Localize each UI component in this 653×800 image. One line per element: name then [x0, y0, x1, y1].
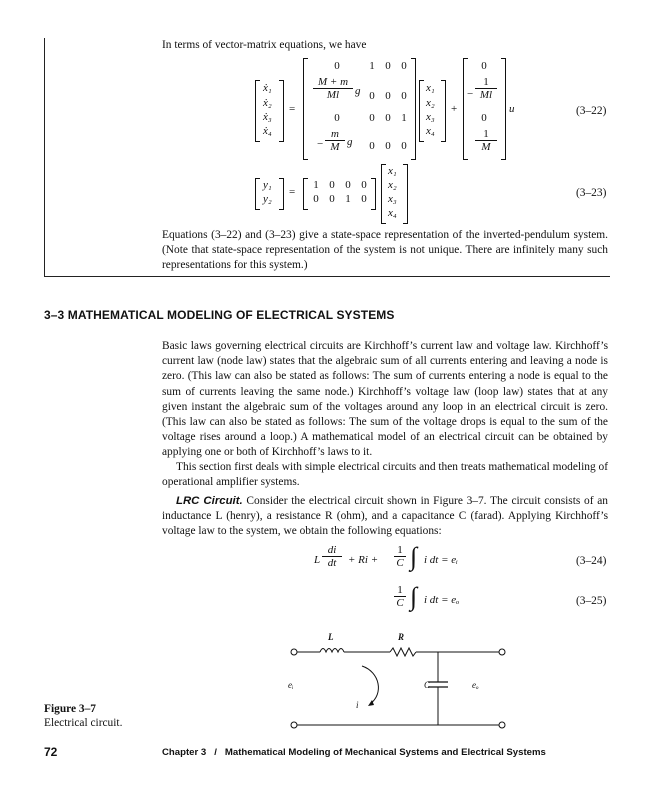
eq24-C: C: [396, 557, 404, 569]
equation-3-22: [255, 58, 555, 160]
a-r1-c1: 0: [334, 60, 340, 72]
circuit-label-C: C: [424, 680, 431, 690]
c-r1-c4: 0: [361, 179, 367, 191]
example-box-bottom-rule: [44, 276, 610, 277]
figure-label: Figure 3–7: [44, 703, 96, 715]
a-r1-c4: 0: [401, 60, 407, 72]
eq25-one-over-c: [394, 584, 406, 609]
b-r4-fraction: [475, 128, 497, 153]
eq25-integral: ∫: [410, 582, 418, 611]
c-x-3: x₃: [388, 193, 397, 205]
section-heading: 3–3 MATHEMATICAL MODELING OF ELECTRICAL SYSTEMS: [44, 308, 395, 322]
c-r1-c2: 0: [329, 179, 335, 191]
a-r4-num: m: [325, 128, 345, 141]
a-r2-c2: 0: [369, 90, 375, 102]
lhs-xdot-3: ẋ₃: [263, 111, 272, 123]
equation-number-3-25: (3–25): [576, 595, 607, 607]
input-u: u: [509, 103, 515, 115]
equation-number-3-24: (3–24): [576, 555, 607, 567]
lrc-heading: LRC Circuit.: [176, 495, 243, 507]
circuit-label-L: L: [328, 632, 334, 642]
c-r2-c3: 1: [345, 193, 351, 205]
circuit-label-eo: eₒ: [472, 680, 479, 690]
x-2: x₂: [426, 97, 435, 109]
c-x-4: x₄: [388, 207, 397, 219]
eq24-dt: dt: [327, 557, 337, 569]
equation-number-3-23: (3–23): [576, 187, 607, 199]
b-r2-den: Ml: [479, 89, 493, 101]
x-3: x₃: [426, 111, 435, 123]
eq24-one-over-c: [394, 544, 406, 569]
page-number: 72: [44, 745, 58, 759]
a-r4-den: M: [330, 141, 340, 153]
example-box-left-rule: [44, 38, 45, 276]
a-r2-c3: 0: [385, 90, 391, 102]
eq25-C: C: [396, 597, 404, 609]
circuit-label-i: i: [356, 700, 359, 710]
paragraph-lrc: [162, 494, 608, 540]
eq24-plus-ri: + Ri +: [348, 554, 379, 566]
a-r1-c3: 0: [385, 60, 391, 72]
c-r2-c2: 0: [329, 193, 335, 205]
equals-sign-3-23: =: [289, 186, 296, 198]
x-1: x₁: [426, 82, 435, 94]
box-note: Equations (3–22) and (3–23) give a state-space representation of the inverted-pendulum system. (Note that state-space representation of the system is not unique. There are infinitely many such representations for this system.): [162, 229, 608, 272]
b-r4-num: 1: [475, 128, 497, 141]
paragraph-section-overview-text: This section first deals with simple electrical circuits and then treats mathematical modeling of operational amplifier systems.: [162, 461, 608, 489]
a-r2-den: Ml: [326, 89, 340, 101]
c-r1-c1: 1: [313, 179, 319, 191]
current-arrow-curve: [362, 666, 378, 704]
b-r2-sign: −: [467, 88, 474, 100]
eq24-rest: i dt = eᵢ: [424, 554, 458, 566]
a-r2-num: M + m: [313, 76, 353, 89]
eq24-di: di: [322, 544, 342, 557]
input-terminal-bottom: [291, 722, 297, 728]
a-r3-c1: 0: [334, 112, 340, 124]
lhs-y-1: y₁: [263, 179, 272, 191]
b-r2-fraction: [475, 76, 497, 101]
c-x-2: x₂: [388, 179, 397, 191]
a-r2-c1-fraction: [313, 76, 353, 101]
inductor-coil: [320, 649, 344, 653]
a-r4-sign: −: [317, 138, 324, 150]
c-r1-c3: 0: [345, 179, 351, 191]
paragraph-section-overview: [162, 460, 608, 490]
a-r2-c4: 0: [401, 90, 407, 102]
output-terminal-bottom: [499, 722, 505, 728]
circuit-label-ei: eᵢ: [288, 680, 294, 690]
equation-3-25: [394, 584, 514, 616]
a-r3-c3: 0: [385, 112, 391, 124]
b-r4-den: M: [481, 141, 491, 153]
x-4: x₄: [426, 125, 435, 137]
equation-3-23: [255, 164, 435, 224]
eq24-integral: ∫: [410, 542, 418, 571]
output-terminal-top: [499, 649, 505, 655]
plus-sign: +: [451, 103, 458, 115]
eq25-one: 1: [394, 584, 406, 597]
b-r1: 0: [481, 60, 487, 72]
lhs-y-2: y₂: [263, 193, 272, 205]
lrc-text: Consider the electrical circuit shown in Figure 3–7. The circuit consists of an inductance L (henry), a resistance R (ohm), and a capacitance C (farad). Applying Kirchhoff’s voltage law to the system, we obtain the following equations:: [162, 495, 608, 538]
figure-caption: Electrical circuit.: [44, 717, 123, 729]
c-r2-c4: 0: [361, 193, 367, 205]
paragraph-kirchhoff: Basic laws governing electrical circuits are Kirchhoff’s current law and voltage law. Kirchhoff’s current law (node law) states that the algebraic sum of all currents entering and leaving a node is zero. (This law can also be stated as follows: The sum of currents entering a node is equal to the sum of currents leaving the same node.) Kirchhoff’s voltage law (loop law) states that at any given instant the algebraic sum of the voltages around any loop in an electrical circuit is zero. (This law can also be stated as follows: The sum of the voltage drops is equal to the sum of the voltage rises around a loop.) A mathematical model of an electrical circuit can be obtained by applying one or both of Kirchhoff’s laws to it.: [162, 340, 608, 459]
a-r1-c2: 1: [369, 60, 375, 72]
circuit-label-R: R: [398, 632, 405, 642]
eq25-rest: i dt = eₒ: [424, 594, 460, 606]
b-r2-num: 1: [475, 76, 497, 89]
a-r2-g: g: [355, 85, 361, 97]
b-r3: 0: [481, 112, 487, 124]
lrc-circuit-diagram: [280, 630, 520, 730]
lhs-xdot-1: ẋ₁: [263, 82, 272, 94]
c-r2-c1: 0: [313, 193, 319, 205]
eq24-L: L: [314, 554, 321, 566]
lhs-xdot-2: ẋ₂: [263, 97, 272, 109]
input-terminal-top: [291, 649, 297, 655]
eq24-one: 1: [394, 544, 406, 557]
equation-number-3-22: (3–22): [576, 105, 607, 117]
running-footer: Chapter 3 / Mathematical Modeling of Mechanical Systems and Electrical Systems: [162, 747, 546, 758]
a-r4-c1-fraction: [325, 128, 345, 153]
a-r3-c2: 0: [369, 112, 375, 124]
equals-sign: =: [289, 103, 296, 115]
intro-text: In terms of vector-matrix equations, we have: [162, 39, 367, 51]
a-r4-c2: 0: [369, 140, 375, 152]
a-r3-c4: 1: [401, 112, 407, 124]
resistor-zigzag: [390, 648, 416, 656]
eq24-di-dt-fraction: [322, 544, 342, 569]
lhs-xdot-4: ẋ₄: [263, 125, 272, 137]
a-r4-c4: 0: [401, 140, 407, 152]
equation-3-24: [314, 544, 514, 576]
a-r4-g: g: [347, 136, 353, 148]
c-x-1: x₁: [388, 165, 397, 177]
a-r4-c3: 0: [385, 140, 391, 152]
